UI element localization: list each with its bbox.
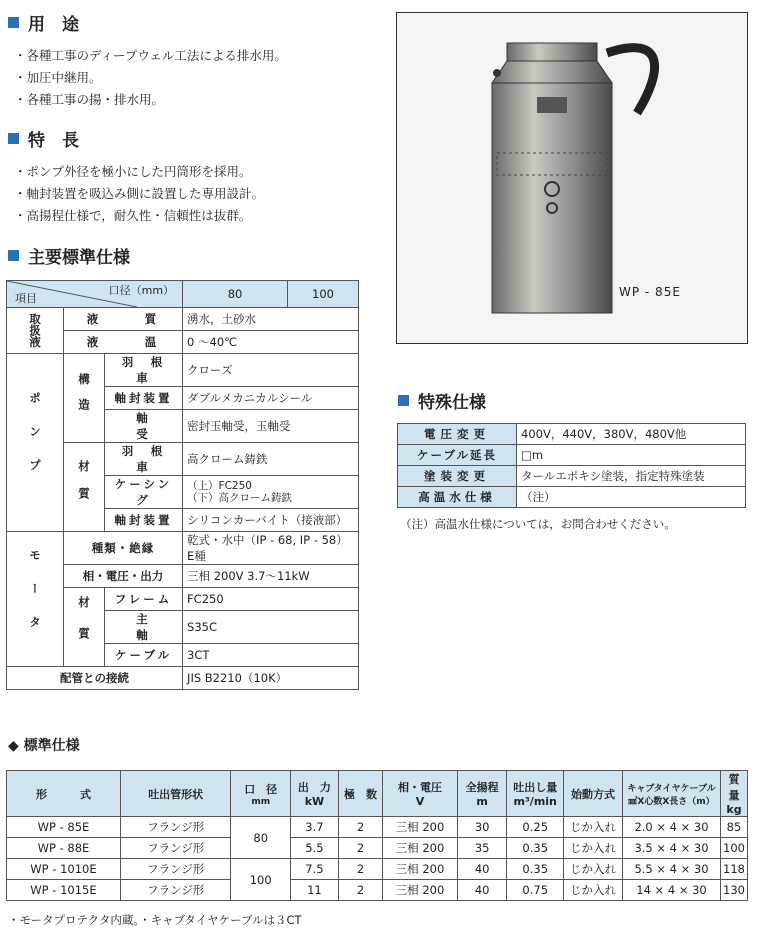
hdr-poles: 極 数 — [338, 771, 382, 817]
row-label: 軸 受 — [105, 410, 183, 443]
special-key: 電圧変更 — [398, 424, 517, 445]
cell-mass: 85 — [721, 817, 748, 838]
row-value: シリコンカーバイト（接液部） — [183, 509, 359, 532]
pump-struct: 構造 — [64, 354, 105, 443]
special-key: 塗装変更 — [398, 466, 517, 487]
cell-poles: 2 — [338, 838, 382, 859]
row-value: 乾式・水中（IP - 68, IP - 58）E種 — [183, 532, 359, 565]
feature-item: ・高揚程仕様で，耐久性・信頼性は抜群。 — [14, 208, 252, 223]
table-row — [7, 817, 748, 838]
cell-flange: フランジ形 — [120, 880, 231, 901]
usage-item: ・各種工事のディープウェル工法による排水用。 — [14, 48, 287, 63]
cell-cable: 14 × 4 × 30 — [623, 880, 721, 901]
col-80: 80 — [183, 281, 288, 308]
usage-item: ・各種工事の揚・排水用。 — [14, 92, 165, 107]
row-value: ダブルメカニカルシール — [183, 387, 359, 410]
section-square-icon — [8, 17, 19, 28]
cell-dia: 80 — [231, 817, 290, 859]
pump-material: 材質 — [64, 443, 105, 532]
hdr-model: 形 式 — [7, 771, 121, 817]
table-row — [7, 838, 748, 859]
row-label: 羽 根 車 — [105, 354, 183, 387]
row-value: FC250 — [183, 588, 359, 611]
pump-photo — [396, 12, 748, 344]
row-label: 種類・絶縁 — [64, 532, 183, 565]
special-key: ケーブル延長 — [398, 445, 517, 466]
special-note: （注）高温水仕様については，お問合わせください。 — [400, 517, 676, 531]
row-label: 軸封装置 — [105, 387, 183, 410]
row-value: 三相 200V 3.7～11kW — [183, 565, 359, 588]
row-value: S35C — [183, 611, 359, 644]
group-liquid: 取扱液 — [7, 308, 64, 354]
cell-start: じか入れ — [564, 859, 623, 880]
cell-poles: 2 — [338, 880, 382, 901]
standard-footnote: ・モータプロテクタ内蔵。・キャブタイヤケーブルは３CT — [8, 913, 302, 927]
cell-flange: フランジ形 — [120, 817, 231, 838]
cell-mass: 130 — [721, 880, 748, 901]
cell-poles: 2 — [338, 859, 382, 880]
cell-model: WP - 1015E — [7, 880, 121, 901]
standard-title: ◆ 標準仕様 — [8, 738, 80, 754]
row-label: 液 質 — [64, 308, 183, 331]
table-row — [7, 859, 748, 880]
hdr-flange: 吐出管形状 — [120, 771, 231, 817]
cell-cable: 3.5 × 4 × 30 — [623, 838, 721, 859]
section-square-icon — [398, 395, 409, 406]
cell-start: じか入れ — [564, 880, 623, 901]
feature-item: ・軸封装置を吸込み側に設置した専用設計。 — [14, 186, 265, 201]
hdr-flow: 吐出し量 m³/min — [507, 771, 564, 817]
row-value: 高クローム鋳鉄 — [183, 443, 359, 476]
special-value: □m — [517, 445, 746, 466]
cell-head: 30 — [457, 817, 507, 838]
cell-cable: 2.0 × 4 × 30 — [623, 817, 721, 838]
special-value: 400V，440V，380V，480V他 — [517, 424, 746, 445]
cell-flow: 0.35 — [507, 859, 564, 880]
usage-title: 用 途 — [8, 10, 79, 35]
table-row — [7, 880, 748, 901]
row-value: JIS B2210（10K） — [183, 667, 359, 690]
cell-phase: 三相 200 — [383, 859, 458, 880]
row-value: 3CT — [183, 644, 359, 667]
cell-model: WP - 85E — [7, 817, 121, 838]
feature-item: ・ポンプ外径を極小にした円筒形を採用。 — [14, 164, 252, 179]
cell-output: 11 — [290, 880, 338, 901]
col-100: 100 — [288, 281, 359, 308]
casing-value — [183, 476, 359, 509]
hdr-mass: 質 量 kg — [721, 771, 748, 817]
cell-flow: 0.35 — [507, 838, 564, 859]
row-value: 湧水，土砂水 — [183, 308, 359, 331]
diameter-item-header: 口径（mm） 項目 — [7, 281, 183, 308]
row-label: 液 温 — [64, 331, 183, 354]
cell-dia: 100 — [231, 859, 290, 901]
cell-flow: 0.25 — [507, 817, 564, 838]
hdr-start: 始動方式 — [564, 771, 623, 817]
hdr-phase: 相・電圧 V — [383, 771, 458, 817]
cell-phase: 三相 200 — [383, 880, 458, 901]
cell-model: WP - 1010E — [7, 859, 121, 880]
hdr-head: 全揚程 m — [457, 771, 507, 817]
cell-head: 40 — [457, 880, 507, 901]
usage-item: ・加圧中継用。 — [14, 70, 102, 85]
cell-mass: 100 — [721, 838, 748, 859]
cell-flange: フランジ形 — [120, 838, 231, 859]
hdr-output: 出 力 kW — [290, 771, 338, 817]
row-label: 主 軸 — [105, 611, 183, 644]
group-pump: ポンプ — [7, 354, 64, 532]
row-label: ケーブル — [105, 644, 183, 667]
cell-start: じか入れ — [564, 817, 623, 838]
casing-value-lower: （下）高クローム鋳鉄 — [187, 492, 293, 504]
main-spec-title: 主要標準仕様 — [8, 243, 130, 268]
photo-caption: WP - 85E — [619, 285, 681, 299]
cell-head: 40 — [457, 859, 507, 880]
row-label: ケーシング — [105, 476, 183, 509]
cell-head: 35 — [457, 838, 507, 859]
special-value: タールエポキシ塗装，指定特殊塗装 — [517, 466, 746, 487]
row-value: クローズ — [183, 354, 359, 387]
row-value: 密封玉軸受，玉軸受 — [183, 410, 359, 443]
special-table — [397, 423, 746, 508]
cell-mass: 118 — [721, 859, 748, 880]
features-title: 特 長 — [8, 126, 79, 151]
pump-illustration — [397, 13, 747, 343]
row-label: 羽 根 車 — [105, 443, 183, 476]
special-key: 高温水仕様 — [398, 487, 517, 508]
cell-output: 3.7 — [290, 817, 338, 838]
row-label: 軸封装置 — [105, 509, 183, 532]
cell-output: 7.5 — [290, 859, 338, 880]
cell-cable: 5.5 × 4 × 30 — [623, 859, 721, 880]
main-spec-table — [6, 280, 359, 690]
section-square-icon — [8, 133, 19, 144]
standard-table — [6, 770, 751, 901]
cell-phase: 三相 200 — [383, 817, 458, 838]
motor-material: 材質 — [64, 588, 105, 667]
casing-value-upper: （上）FC250 — [187, 480, 252, 492]
cell-flow: 0.75 — [507, 880, 564, 901]
special-value: （注） — [517, 487, 746, 508]
cell-phase: 三相 200 — [383, 838, 458, 859]
row-label: 相・電圧・出力 — [64, 565, 183, 588]
row-label: 配管との接続 — [7, 667, 183, 690]
cell-model: WP - 88E — [7, 838, 121, 859]
cell-flange: フランジ形 — [120, 859, 231, 880]
cell-start: じか入れ — [564, 838, 623, 859]
hdr-dia: 口 径 mm — [231, 771, 290, 817]
cell-output: 5.5 — [290, 838, 338, 859]
special-title: 特殊仕様 — [398, 388, 486, 413]
cell-poles: 2 — [338, 817, 382, 838]
row-value: 0 ～40℃ — [183, 331, 359, 354]
hdr-cable: キャブタイヤケーブル ㎟X心数X長さ（m） — [623, 771, 721, 817]
group-motor: モータ — [7, 532, 64, 667]
row-label: フレーム — [105, 588, 183, 611]
section-square-icon — [8, 250, 19, 261]
